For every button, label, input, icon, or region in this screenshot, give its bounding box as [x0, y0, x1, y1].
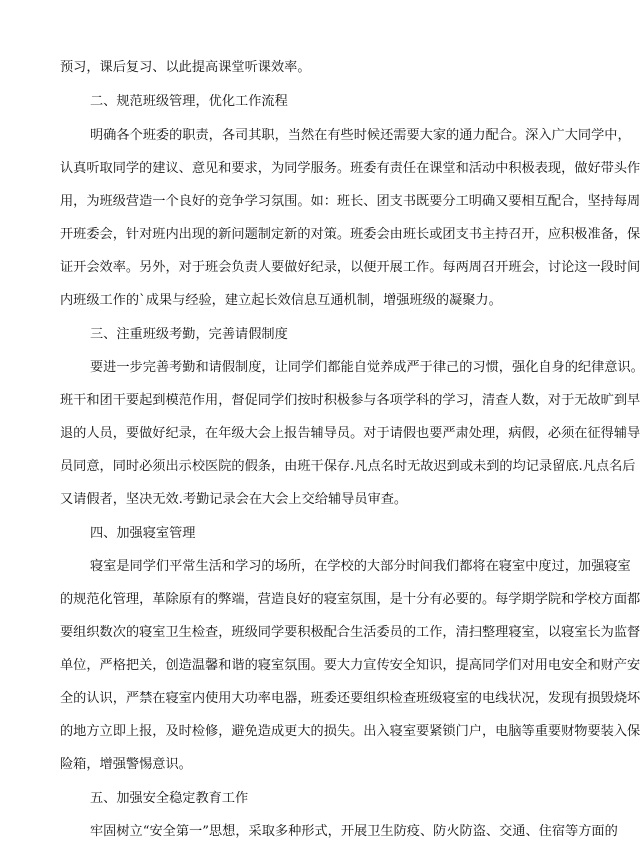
paragraph-line: 牢固树立“安全第一”思想，采取多种形式，开展卫生防疫、防火防盗、交通、住宿等方面的 [90, 824, 618, 839]
paragraph-line: 寝室是同学们平常生活和学习的场所，在学校的大部分时间我们都将在寝室中度过，加强寝室 [90, 559, 631, 574]
paragraph-line: 单位，严格把关，创造温馨和谐的寝室氛围。要大力宣传安全知识，提高同学们对用电安全和财产安 [60, 658, 641, 673]
paragraph-line: 开班委会，针对班内出现的新问题制定新的对策。班委会由班长或团支书主持召开，应积极准备，保 [60, 227, 641, 242]
paragraph-line: 明确各个班委的职责，各司其职，当然在有些时候还需要大家的通力配合。深入广大同学中， [90, 128, 631, 143]
paragraph-line: 的地方立即上报，及时检修，避免造成更大的损失。出入寝室要紧锁门户，电脑等重要财物要装入保 [60, 724, 641, 739]
paragraph-line: 退的人员，要做好纪录，在年级大会上报告辅导员。对于请假也要严肃处理，病假，必须在征得辅导 [60, 426, 641, 441]
paragraph-line: 要进一步完善考勤和请假制度，让同学们都能自觉养成严于律己的习惯，强化自身的纪律意识。 [90, 360, 644, 375]
paragraph-line: 险箱，增强警惕意识。 [60, 757, 192, 772]
paragraph-line: 要组织数次的寝室卫生检查，班级同学要积极配合生活委员的工作，清扫整理寝室，以寝室长为监督 [60, 625, 641, 640]
paragraph-line: 班干和团干要起到模范作用，督促同学们按时积极参与各项学科的学习，清查人数，对于无故旷到早 [60, 393, 641, 408]
paragraph-line: 员同意，同时必须出示校医院的假条，由班干保存.凡点名时无故迟到或未到的均记录留底.凡点名后 [60, 459, 636, 474]
paragraph-line: 全的认识，严禁在寝室内使用大功率电器，班委还要组织检查班级寝室的电线状况，发现有损毁烧坏 [60, 691, 641, 706]
paragraph-line: 预习，课后复习、以此提高课堂听课效率。 [60, 60, 311, 75]
section-heading: 四、加强寝室管理 [90, 526, 196, 541]
paragraph-line: 内班级工作的`成果与经验，建立起长效信息互通机制，增强班级的凝聚力。 [60, 293, 502, 308]
paragraph-line: 证开会效率。另外，对于班会负责人要做好纪录，以便开展工作。每两周召开班会，讨论这一段时间 [60, 260, 641, 275]
paragraph-line: 又请假者，坚决无效.考勤记录会在大会上交给辅导员审查。 [60, 492, 408, 507]
section-heading: 五、加强安全稳定教育工作 [90, 791, 249, 806]
paragraph-line: 认真听取同学的建议、意见和要求，为同学服务。班委有责任在课堂和活动中积极表现，做好带头作 [60, 161, 641, 176]
paragraph-line: 的规范化管理，革除原有的弊端，营造良好的寝室氛围，是十分有必要的。每学期学院和学校方面都 [60, 592, 641, 607]
section-heading: 三、注重班级考勤，完善请假制度 [90, 327, 288, 342]
section-heading: 二、规范班级管理，优化工作流程 [90, 94, 288, 109]
paragraph-line: 用，为班级营造一个良好的竞争学习氛围。如：班长、团支书既要分工明确又要相互配合，坚持每周 [60, 194, 641, 209]
